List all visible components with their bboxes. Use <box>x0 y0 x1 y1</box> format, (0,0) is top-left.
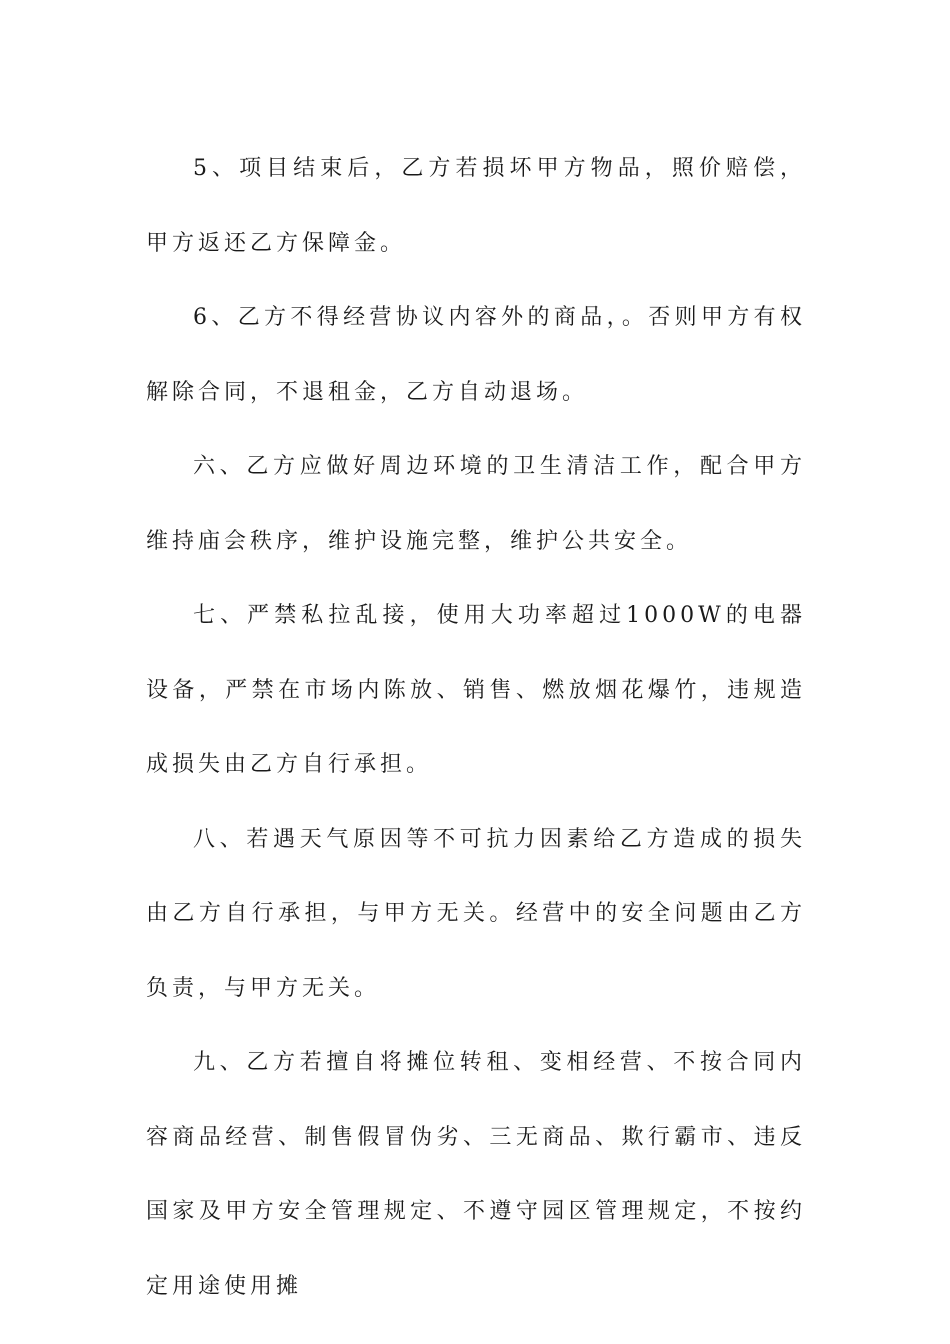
paragraph-article-9: 九、乙方若擅自将摊位转租、变相经营、不按合同内容商品经营、制售假冒伪劣、三无商品、欺行霸市、违反国家及甲方安全管理规定、不遵守园区管理规定，不按约定用途使用摊 <box>146 1050 806 1299</box>
document-body <box>146 132 806 1324</box>
paragraph-article-7: 七、严禁私拉乱接，使用大功率超过1000W的电器设备，严禁在市场内陈放、销售、燃放烟花爆竹，违规造成损失由乙方自行承担。 <box>146 603 806 777</box>
paragraph-article-8: 八、若遇天气原因等不可抗力因素给乙方造成的损失由乙方自行承担，与甲方无关。经营中的安全问题由乙方负责，与甲方无关。 <box>146 826 806 1001</box>
paragraph-clause-5: 5、项目结束后，乙方若损坏甲方物品，照价赔偿，甲方返还乙方保障金。 <box>146 156 806 256</box>
paragraph-clause-6: 6、乙方不得经营协议内容外的商品，。否则甲方有权解除合同，不退租金，乙方自动退场。 <box>146 305 806 405</box>
paragraph-article-6: 六、乙方应做好周边环境的卫生清洁工作，配合甲方维持庙会秩序，维护设施完整，维护公共安全。 <box>146 454 806 554</box>
